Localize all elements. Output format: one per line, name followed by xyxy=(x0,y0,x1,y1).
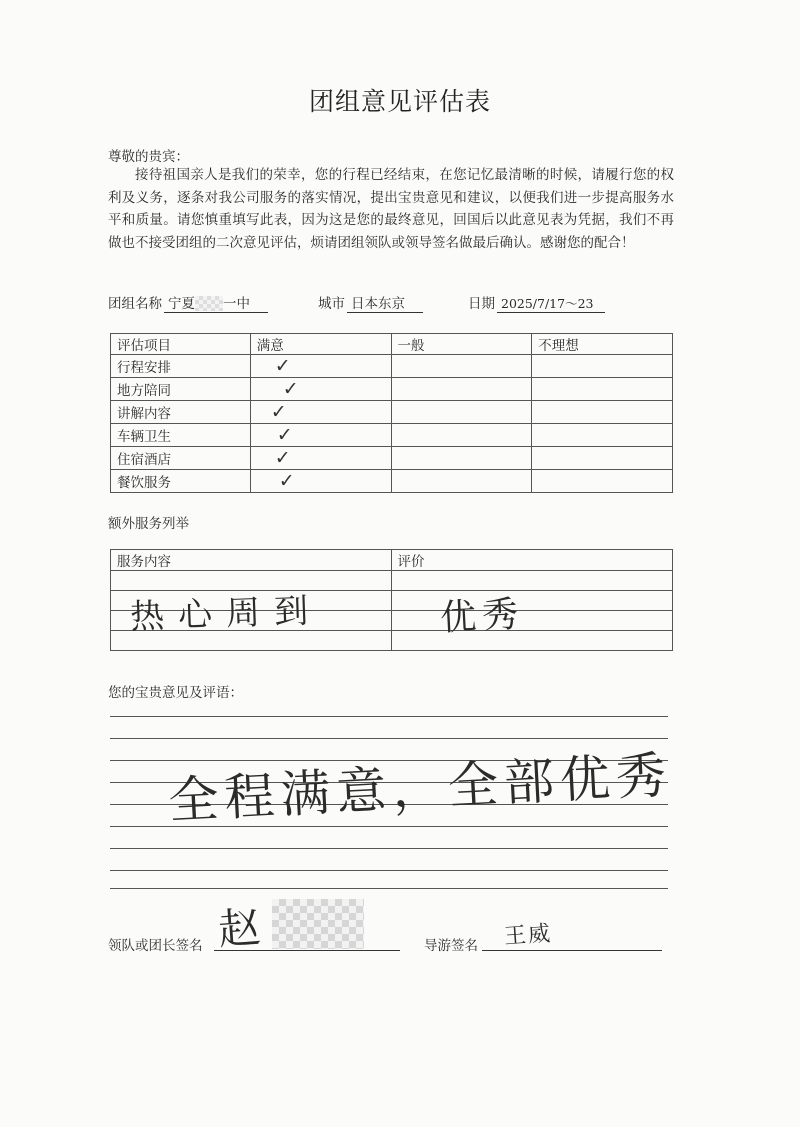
rating-cell xyxy=(250,401,391,424)
date-label: 日期 xyxy=(468,296,495,312)
check-mark-icon: ✓ xyxy=(282,378,299,400)
city-value: 日本东京 xyxy=(347,296,423,313)
rating-cell xyxy=(532,401,673,424)
guide-signature-label: 导游签名 xyxy=(424,938,478,954)
rating-cell xyxy=(250,355,391,378)
evaluation-row xyxy=(111,378,673,401)
handwritten-comments: 全程满意，全部优秀 xyxy=(167,745,674,831)
ruled-line xyxy=(110,870,668,871)
check-mark-icon: ✓ xyxy=(270,401,287,423)
handwritten-service-content: 热心周到 xyxy=(129,590,323,638)
rating-cell xyxy=(532,470,673,493)
city-field xyxy=(318,292,423,313)
ruled-line xyxy=(110,716,668,717)
evaluation-item: 住宿酒店 xyxy=(111,447,251,470)
rating-cell xyxy=(391,447,532,470)
header-service-content: 服务内容 xyxy=(111,550,392,571)
rating-cell xyxy=(532,378,673,401)
city-label: 城市 xyxy=(318,296,345,312)
rating-cell xyxy=(391,401,532,424)
ruled-line xyxy=(110,848,668,849)
group-name-field xyxy=(108,292,268,313)
evaluation-item: 讲解内容 xyxy=(111,401,251,424)
header-service-rating: 评价 xyxy=(391,550,673,571)
check-mark-icon: ✓ xyxy=(274,355,291,377)
header-unsatisfied: 不理想 xyxy=(532,334,673,355)
leader-signature: 赵 xyxy=(216,902,262,955)
evaluation-table xyxy=(110,333,673,493)
evaluation-row xyxy=(111,355,673,378)
evaluation-item: 车辆卫生 xyxy=(111,424,251,447)
rating-cell xyxy=(391,470,532,493)
header-item: 评估项目 xyxy=(111,334,251,355)
rating-cell xyxy=(250,470,391,493)
rating-cell xyxy=(250,378,391,401)
rating-cell xyxy=(532,424,673,447)
check-mark-icon: ✓ xyxy=(276,424,293,446)
evaluation-header-row xyxy=(111,334,673,355)
evaluation-row xyxy=(111,470,673,493)
redaction-mask xyxy=(195,296,223,311)
handwritten-service-rating: 优秀 xyxy=(439,593,526,640)
comments-label: 您的宝贵意见及评语： xyxy=(108,685,243,701)
rating-cell xyxy=(532,447,673,470)
header-average: 一般 xyxy=(391,334,532,355)
extra-services-label: 额外服务列举 xyxy=(108,516,189,532)
rating-cell xyxy=(250,424,391,447)
header-satisfied: 满意 xyxy=(250,334,391,355)
group-name-value: 宁夏 一中 xyxy=(164,296,268,313)
date-field xyxy=(468,292,605,313)
form-title: 团组意见评估表 xyxy=(308,87,491,116)
evaluation-item: 行程安排 xyxy=(111,355,251,378)
check-mark-icon: ✓ xyxy=(274,447,291,469)
rating-cell xyxy=(250,447,391,470)
group-name-label: 团组名称 xyxy=(108,296,162,312)
guide-signature: 王威 xyxy=(503,921,553,950)
evaluation-row xyxy=(111,424,673,447)
evaluation-table-body xyxy=(111,334,673,493)
evaluation-item: 餐饮服务 xyxy=(111,470,251,493)
extra-header-row xyxy=(111,550,673,571)
ruled-line xyxy=(110,888,668,889)
signature-redaction-mask xyxy=(272,899,364,949)
date-value: 2025/7/17～23 xyxy=(497,296,605,313)
evaluation-row xyxy=(111,401,673,424)
evaluation-row xyxy=(111,447,673,470)
rating-cell xyxy=(391,378,532,401)
evaluation-item: 地方陪同 xyxy=(111,378,251,401)
rating-cell xyxy=(391,424,532,447)
intro-paragraph: 接待祖国亲人是我们的荣幸，您的行程已经结束，在您记忆最清晰的时候，请履行您的权利及义务，逐条对我公司服务的落实情况，提出宝贵意见和建议，以便我们进一步提高服务水平和质量。请您慎重填写此表，因为这是您的最终意见，回国后以此意见表为凭据，我们不再做也不接受团组的二次意见评估，烦请团组领队或领导签名做最后确认。感谢您的配合！ xyxy=(108,167,674,251)
leader-signature-label: 领队或团长签名 xyxy=(108,938,203,954)
rating-cell xyxy=(532,355,673,378)
rating-cell xyxy=(391,355,532,378)
salutation: 尊敬的贵宾： xyxy=(108,149,189,165)
check-mark-icon: ✓ xyxy=(278,470,295,492)
